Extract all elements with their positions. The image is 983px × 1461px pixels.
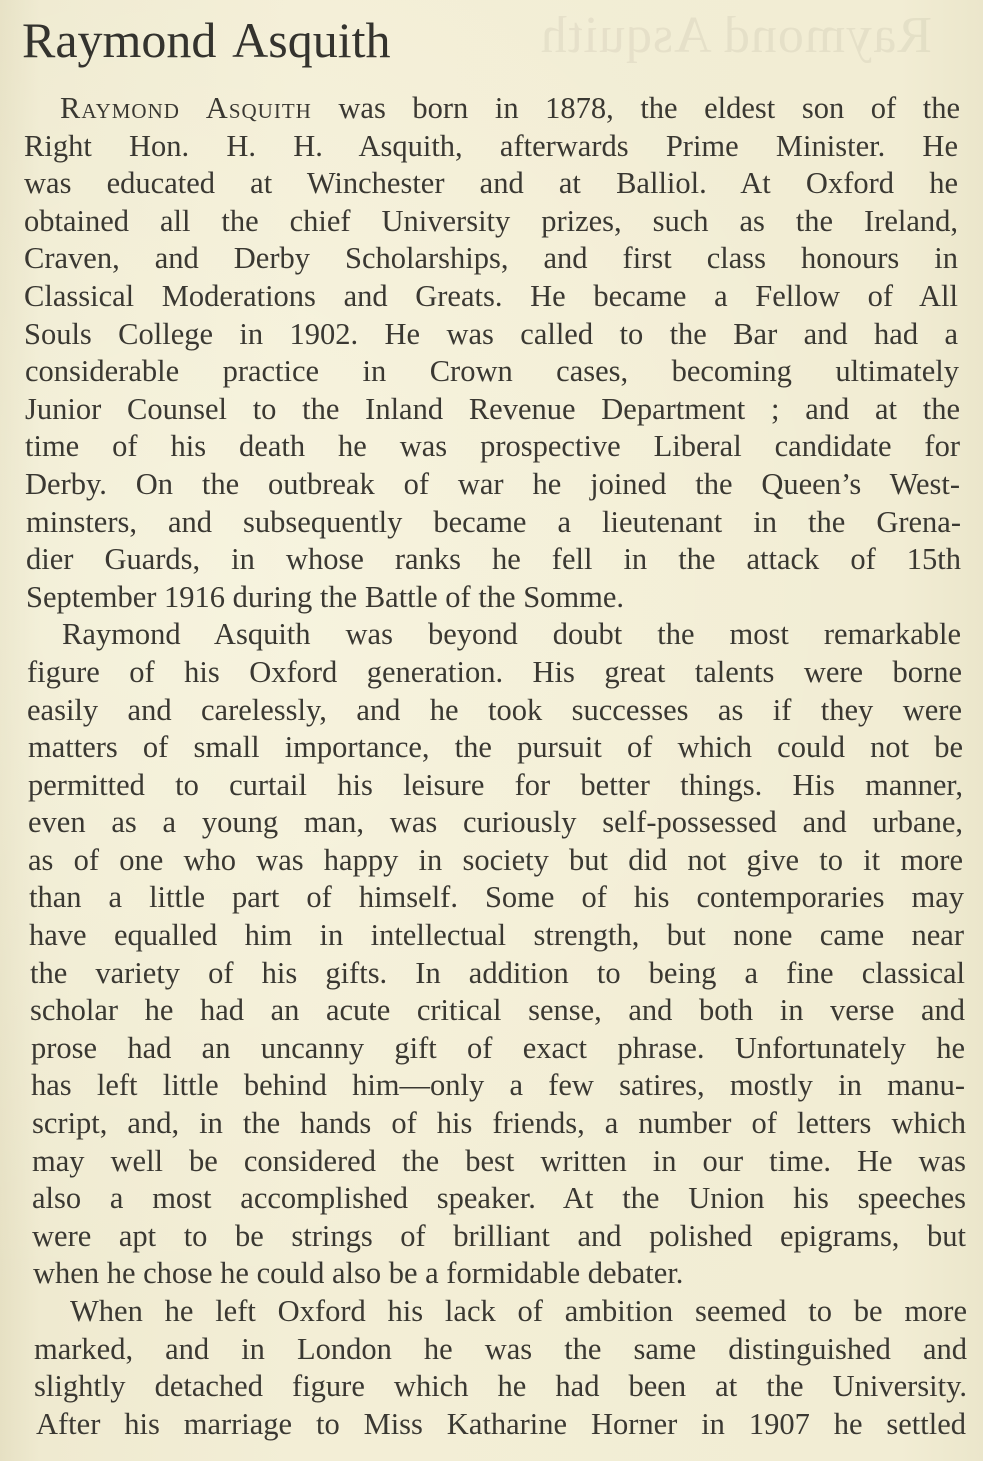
lead-small-caps: Raymond Asquith [60, 91, 312, 125]
paragraph-1 [0, 90, 983, 616]
text-line: time of his death he was prospective Liberal candidate for [25, 429, 960, 464]
text-line: September 1916 during the Battle of the Somme. [26, 579, 625, 614]
text-line: the variety of his gifts. In addition to being a fine classical [30, 955, 965, 990]
text-line: figure of his Oxford generation. His great talents were borne [27, 654, 962, 689]
paragraph-2 [0, 616, 983, 1293]
text-line: dier Guards, in whose ranks he fell in the attack of 15th [26, 542, 961, 577]
text-line: When he left Oxford his lack of ambition seemed to be more [70, 1294, 967, 1328]
text-line: Derby. On the outbreak of war he joined the Queen’s West- [25, 466, 960, 501]
text-line: Classical Moderations and Greats. He became a Fellow of All [24, 278, 958, 313]
text-line: have equalled him in intellectual strength, but none came near [29, 918, 964, 953]
text-line: has left little behind him—only a few satires, mostly in manu- [31, 1068, 965, 1103]
text-line: marked, and in London he was the same distinguished and [34, 1331, 967, 1366]
text-line: considerable practice in Crown cases, becoming ultimately [25, 354, 959, 389]
text-line: minsters, and subsequently became a lieutenant in the Grena- [26, 504, 961, 539]
text-line: matters of small importance, the pursuit of which could not be [28, 730, 963, 765]
bleed-through-title: Raymond Asquith [540, 7, 933, 64]
line-text: was born in 1878, the eldest son of the [311, 91, 960, 125]
text-line: Junior Counsel to the Inland Revenue Department ; and at the [25, 391, 960, 426]
text-line: Souls College in 1902. He was called to the Bar and had a [24, 316, 958, 351]
text-line: when he chose he could also be a formidable debater. [33, 1256, 684, 1291]
text-line: was educated at Winchester and at Balliol. At Oxford he [24, 166, 958, 201]
text-line: Craven, and Derby Scholarships, and first class honours in [24, 241, 958, 276]
text-line: script, and, in the hands of his friends, a number of letters which [32, 1106, 966, 1141]
paragraph-3 [0, 1293, 983, 1443]
text-line: also a most accomplished speaker. At the Union his speeches [32, 1181, 966, 1216]
text-line: may well be considered the best written in our time. He was [32, 1143, 966, 1178]
text-line: were apt to be strings of brilliant and polished epigrams, but [32, 1218, 966, 1253]
text-line: prose had an uncanny gift of exact phrase. Unfortunately he [31, 1030, 965, 1065]
text-line: scholar he had an acute critical sense, and both in verse and [30, 993, 965, 1028]
text-line: slightly detached figure which he had been at the University. [34, 1369, 967, 1404]
text-line: Raymond Asquith was beyond doubt the most remarkable [62, 617, 961, 652]
text-line: even as a young man, was curiously self-possessed and urbane, [28, 805, 963, 840]
text-line: obtained all the chief University prizes, such as the Ireland, [24, 203, 958, 238]
text-line: After his marriage to Miss Katharine Horner in 1907 he settled [36, 1406, 966, 1441]
text-line: Right Hon. H. H. Asquith, afterwards Prime Minister. He [24, 128, 958, 163]
text-line: easily and carelessly, and he took successes as if they were [27, 692, 962, 727]
text-line [24, 90, 960, 128]
body-text [0, 90, 983, 1443]
text-line: permitted to curtail his leisure for better things. His manner, [28, 767, 963, 802]
text-line: as of one who was happy in society but did not give to it more [28, 842, 963, 877]
text-line: than a little part of himself. Some of his contemporaries may [29, 880, 964, 915]
page-title: Raymond Asquith [22, 12, 391, 68]
